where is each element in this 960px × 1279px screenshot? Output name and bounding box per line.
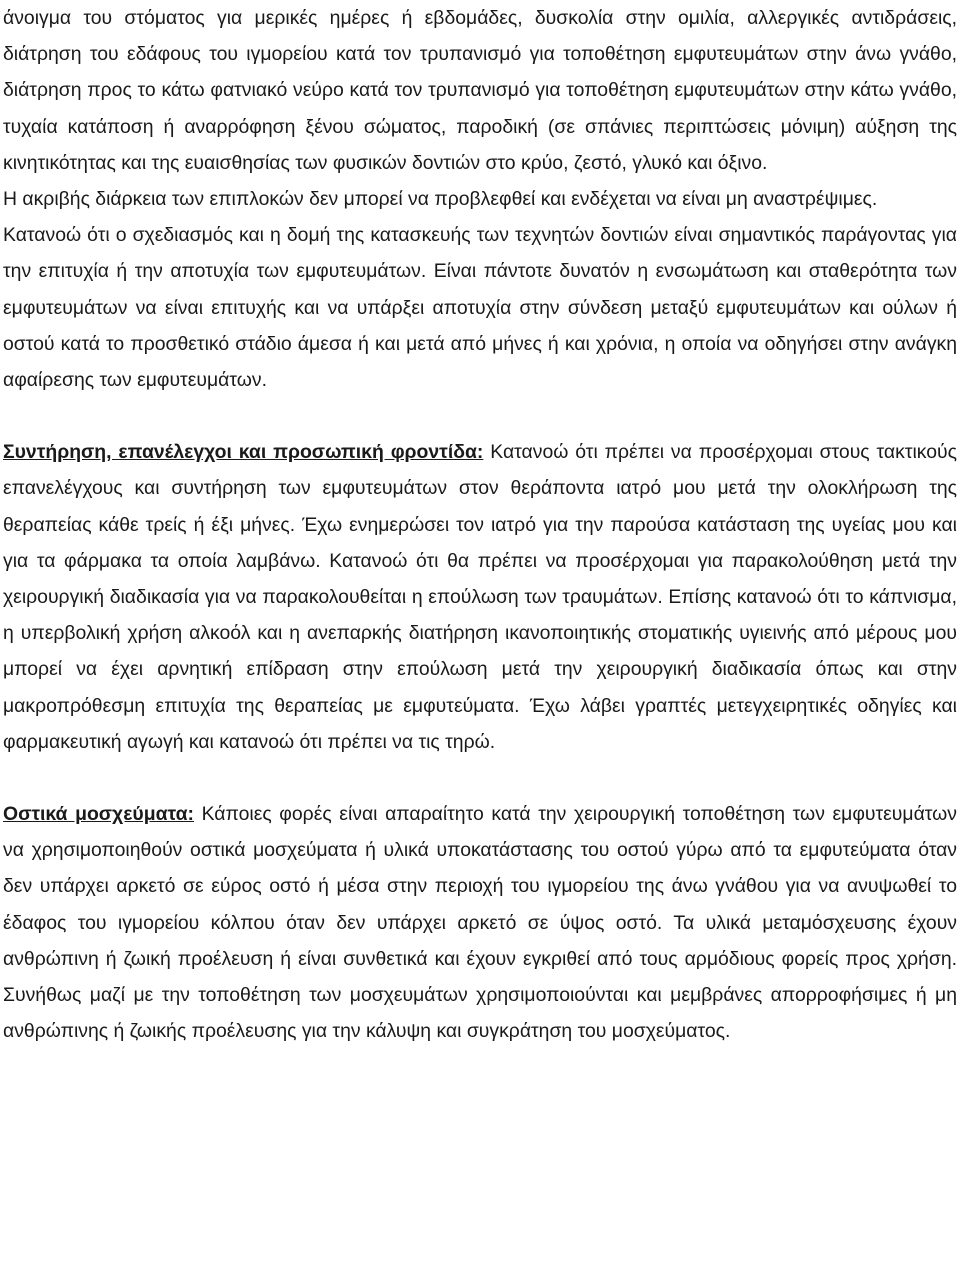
section-spacer <box>3 760 957 796</box>
paragraph-complications: άνοιγμα του στόματος για μερικές ημέρες ή εβδομάδες, δυσκολία στην ομιλία, αλλεργικές αντιδράσεις, διάτρηση του εδάφους του ιγμορείου κατά τον τρυπανισμό για τοποθέτηση εμφυτευμάτων στην άνω γνάθο, διάτρηση προς το κάτω φατνιακό νεύρο κατά τον τρυπανισμό για τοποθέτηση εμφυτευμάτων στην κάτω γνάθο, τυχαία κατάποση ή αναρρόφηση ξένου σώματος, παροδική (σε σπάνιες περιπτώσεις μόνιμη) αύξηση της κινητικότητας και της ευαισθησίας των φυσικών δοντιών στο κρύο, ζεστό, γλυκό και όξινο. <box>3 7 957 174</box>
section-maintenance-heading: Συντήρηση, επανέλεγχοι και προσωπική φροντίδα: <box>3 441 484 464</box>
section-bone-grafts-body: Κάποιες φορές είναι απαραίτητο κατά την χειρουργική τοποθέτηση των εμφυτευμάτων να χρησιμοποιηθούν οστικά μοσχεύματα ή υλικά υποκατάστασης του οστού γύρω από τα εμφυτεύματα όταν δεν υπάρχει αρκετό σε εύρος οστό ή μέσα στην περιοχή του ιγμορείου της άνω γνάθου για να ανυψωθεί το έδαφος του ιγμορείου κόλπου όταν δεν υπάρχει αρκετό σε ύψος οστό. Τα υλικά μεταμόσχευσης έχουν ανθρώπινη ή ζωική προέλευση ή είναι συνθετικά και έχουν εγκριθεί από τους αρμόδιους φορείς προς χρήση. Συνήθως μαζί με την τοποθέτηση των μοσχευμάτων χρησιμοποιούνται και μεμβράνες απορροφήσιμες ή μη ανθρώπινης ή ζωικής προέλευσης για την κάλυψη και συγκράτηση του μοσχεύματος. <box>3 803 958 1043</box>
section-bone-grafts-heading: Οστικά μοσχεύματα: <box>3 803 194 826</box>
paragraph-prosthetic-design: Κατανοώ ότι ο σχεδιασμός και η δομή της κατασκευής των τεχνητών δοντιών είναι σημαντικός παράγοντας για την επιτυχία ή την αποτυχία των εμφυτευμάτων. Είναι πάντοτε δυνατόν η ενσωμάτωση και σταθερότητα των εμφυτευμάτων να είναι επιτυχής και να υπάρξει αποτυχία στην σύνδεση μεταξύ εμφυτευμάτων και ούλων ή οστού κατά το προσθετικό στάδιο άμεσα ή και μετά από μήνες ή και χρόνια, η οποία να οδηγήσει στην ανάγκη αφαίρεσης των εμφυτευμάτων. <box>3 224 957 392</box>
section-maintenance-body: Κατανοώ ότι πρέπει να προσέρχομαι στους τακτικούς επανελέγχους και συντήρηση των εμφυτευμάτων στον θεράποντα ιατρό μου μετά την ολοκλήρωση της θεραπείας κάθε τρείς ή έξι μήνες. Έχω ενημερώσει τον ιατρό για την παρούσα κατάσταση της υγείας μου και για τα φάρμακα τα οποία λαμβάνω. Κατανοώ ότι θα πρέπει να προσέρχομαι για παρακολούθηση μετά την χειρουργική διαδικασία για να παρακολουθείται η επούλωση των τραυμάτων. Επίσης κατανοώ ότι το κάπνισμα, η υπερβολική χρήση αλκοόλ και η ανεπαρκής διατήρηση ικανοποιητικής στοματικής υγιεινής από μέρους μου μπορεί να έχει αρνητική επίδραση στην επούλωση μετά την χειρουργική διαδικασία όπως και στην μακροπρόθεσμη επιτυχία της θεραπείας με εμφυτεύματα. Έχω λάβει γραπτές μετεγχειρητικές οδηγίες και φαρμακευτική αγωγή και κατανοώ ότι πρέπει να τις τηρώ. <box>3 441 957 753</box>
paragraph-duration: Η ακριβής διάρκεια των επιπλοκών δεν μπορεί να προβλεφθεί και ενδέχεται να είναι μη αναστρέψιμες. <box>3 188 878 211</box>
section-bone-grafts <box>3 796 957 1049</box>
section-maintenance <box>3 434 957 760</box>
section-spacer <box>3 398 957 434</box>
